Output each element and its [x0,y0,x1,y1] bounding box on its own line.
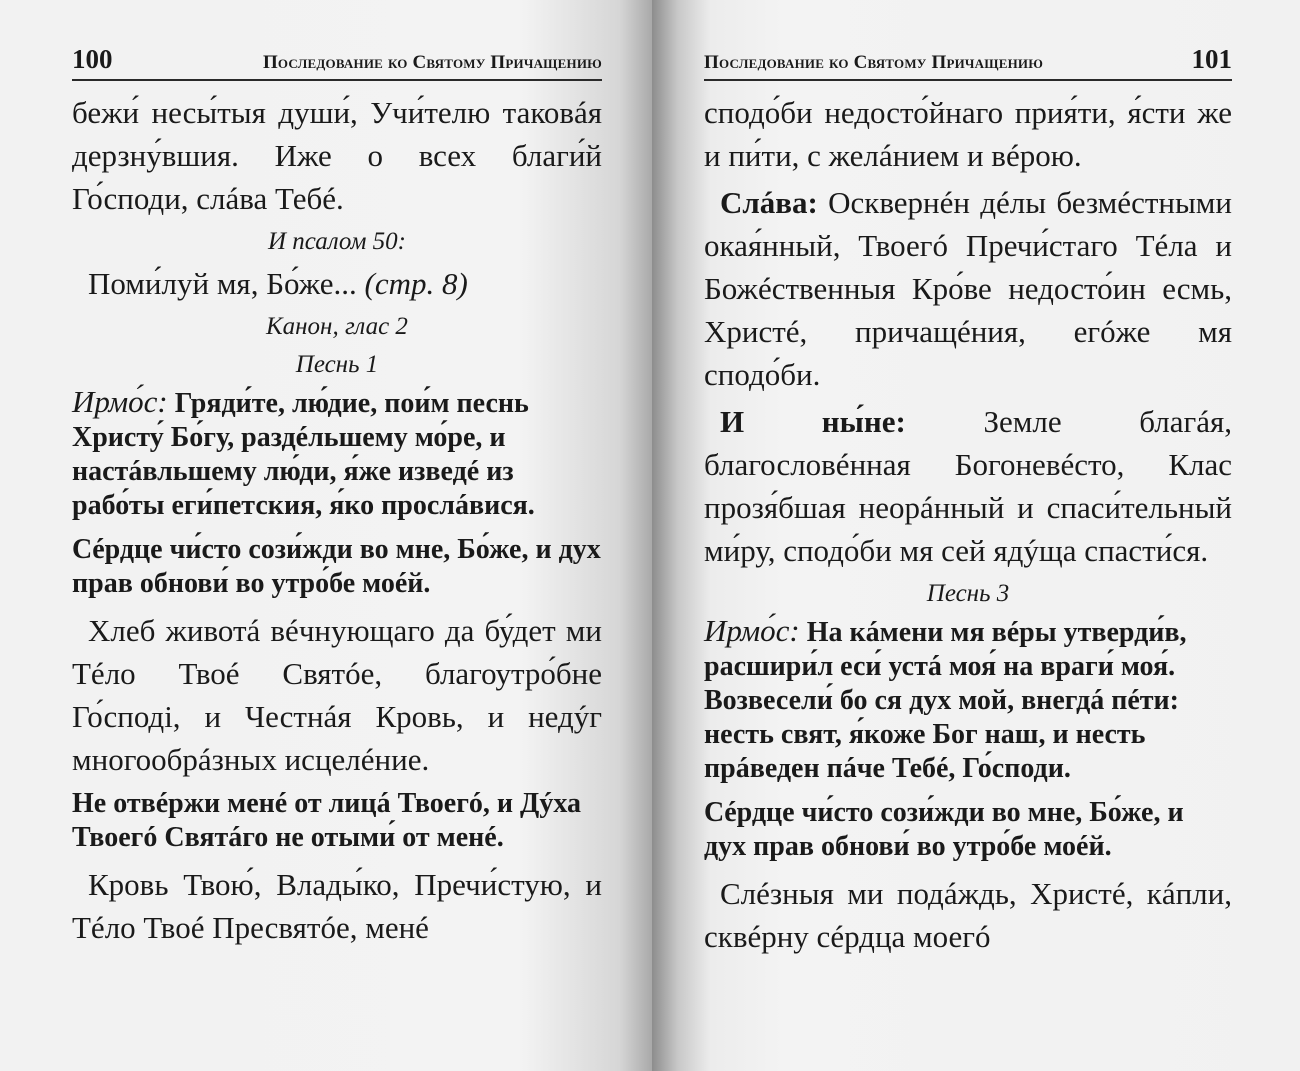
slava-label: Слáва: [720,185,818,220]
running-header-right [704,44,1232,81]
irmos-label-right: Ирмо́с: [704,613,800,648]
inyne-paragraph [704,400,1232,572]
canon-rubric: Канон, глас 2 [266,313,408,340]
running-header-left [72,44,602,81]
running-title-left: Последование ко Святому Причащению [262,52,602,73]
left-paragraph-2: Хлеб животá вéчнующаго да бу́дет ми Тéло Твоé Святóе, благоутро́бне Го́сподi, и Честнáя Кровь, и недýг многообрáзных исцелéние. [72,613,602,777]
inyne-label: И ны́не: [720,404,906,439]
irmos-text-right: На кáмени мя вéры утверди́в, расшири́л еси́ устá моя́ на враги́ моя́. Возвесели́ бо ся дух мой, внегдá пéти: несть свят, я́коже Бог наш, и несть прáведен пáче Тебé, Го́споди. [704,617,1187,784]
left-paragraph-3: Кровь Твою́, Влады́ко, Пречи́стую, и Тéло Твоé Пресвятóе, менé [72,867,602,945]
irmos-text-left: Гряди́те, лю́дие, пои́м песнь Христу́ Бо́гу, раздéльшему мо́ре, и настáвльшему лю́ди, я́же изведé из рабо́ты еги́петския, я́ко прослáвися. [72,388,535,521]
page-number-right: 101 [1191,44,1232,74]
left-paragraph-1: бежи́ несы́тыя души́, Учи́телю таковáя дерзну́вшия. Иже о всех благи́й Го́споди, слáва Тебé. [72,95,602,216]
inyne-text: Земле благáя, благословéнная Богоневéсто, Клас прозя́бшая неорáнный и спаси́тельный ми́ру, сподо́би мя сей ядýща спасти́ся. [704,404,1232,568]
psalm-line [72,262,602,305]
slava-paragraph [704,181,1232,396]
song-rubric-right: Песнь 3 [926,580,1010,607]
right-paragraph-1: сподо́би недосто́йнаго прия́ти, я́сти же и пи́ти, с желáнием и вéрою. [704,95,1232,173]
refrain-left: Сéрдце чи́сто сози́жди во мне, Бо́же, и дух прав обнови́ во утро́бе моéй. [72,534,601,599]
song-rubric-left: Песнь 1 [295,351,379,378]
running-title-right: Последование ко Святому Причащению [704,52,1044,73]
slava-text: Осквернéн дéлы безмéстными окая́нный, Твоегó Пречи́стаго Тéла и Божéственныя Кро́ве недосто́ин есмь, Христé, причащéния, егóже мя сподо́би. [704,185,1232,392]
irmos-left [72,385,602,523]
irmos-right [704,614,1232,786]
refrain-right: Сéрдце чи́сто сози́жди во мне, Бо́же, и дух прав обнови́ во утро́бе моéй. [704,797,1184,862]
psalm-text: Поми́луй мя, Бо́же... [88,266,365,301]
left-bold-verse: Не отвéржи менé от лицá Твоегó, и Дýха Твоегó Святáго не отыми́ от менé. [72,788,581,853]
right-paragraph-2: Слéзныя ми подáждь, Христé, кáпли, сквéрну сéрдца моегó [704,876,1232,954]
irmos-label-left: Ирмо́с: [72,384,168,419]
psalm-rubric: И псалом 50: [267,228,407,255]
page-number-left: 100 [72,44,113,74]
right-page [652,0,1300,1071]
psalm-page-ref: (стр. 8) [364,266,468,301]
